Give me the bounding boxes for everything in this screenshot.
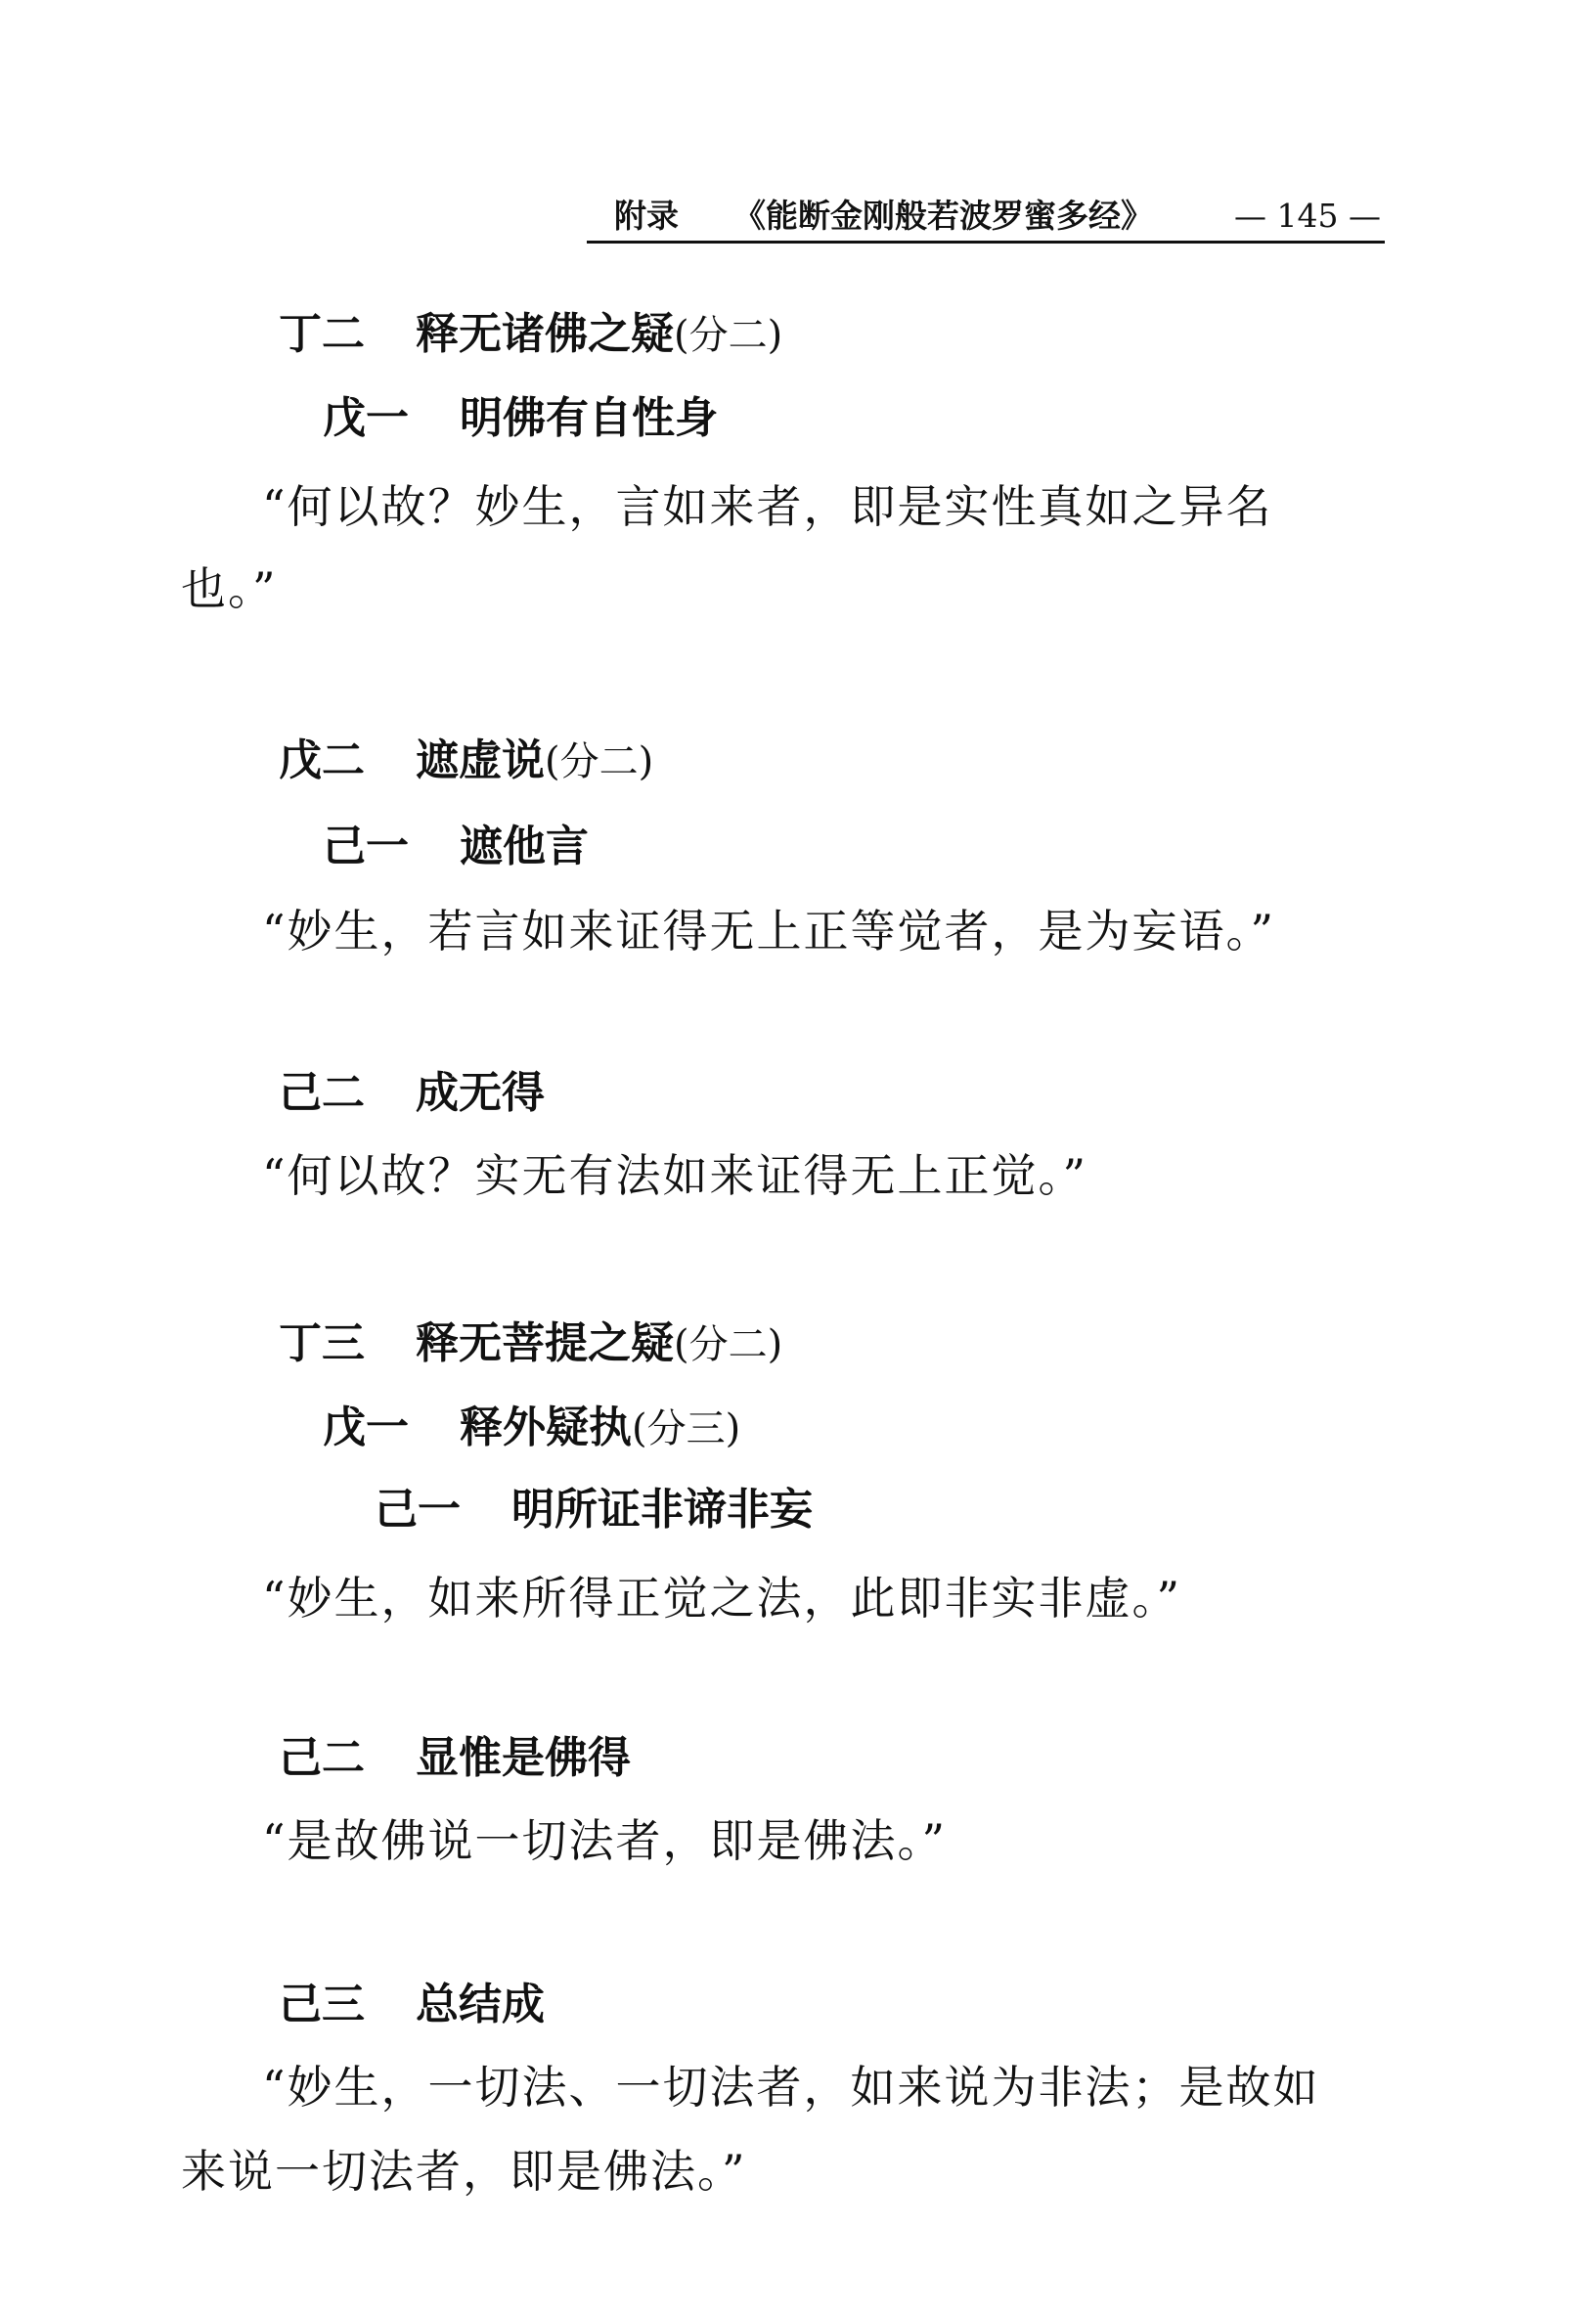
paragraph-line: “何以故？妙生，言如来者，即是实性真如之异名 [262, 480, 1273, 533]
heading-label: 己三 [279, 1980, 365, 2029]
heading-wu2 [279, 732, 653, 791]
page-number: — 145 — [1234, 197, 1381, 235]
heading-ji1-b [375, 1481, 813, 1539]
heading-ji2 [279, 1064, 545, 1123]
paragraph-line: “是故佛说一切法者，即是佛法。” [262, 1814, 948, 1867]
heading-sub: (分二) [674, 313, 783, 358]
heading-ji3 [279, 1976, 545, 2034]
heading-title: 明所证非谛非妄 [511, 1485, 813, 1535]
header-book-title: 《能断金刚般若波罗蜜多经》 [733, 197, 1153, 235]
heading-label: 丁二 [279, 309, 365, 359]
heading-ji1 [323, 818, 589, 876]
paragraph-line: 也。” [181, 562, 278, 615]
heading-title: 遮虚说 [416, 735, 545, 785]
heading-title: 释无菩提之疑 [416, 1318, 674, 1368]
heading-title: 遮他言 [460, 822, 589, 871]
heading-ding2 [279, 305, 782, 365]
heading-label: 己二 [279, 1068, 365, 1118]
heading-title: 释无诸佛之疑 [416, 309, 674, 359]
heading-wu1-b [323, 1399, 740, 1458]
header-section: 附录 [614, 197, 679, 235]
heading-label: 己一 [375, 1485, 461, 1535]
heading-label: 戊一 [323, 1403, 409, 1452]
heading-sub: (分二) [674, 1322, 783, 1367]
heading-title: 明佛有自性身 [460, 393, 718, 443]
paragraph-line: “妙生，如来所得正觉之法，此即非实非虚。” [262, 1572, 1182, 1625]
heading-label: 己二 [279, 1733, 365, 1783]
paragraph-line: “妙生，若言如来证得无上正等觉者，是为妄语。” [262, 905, 1276, 958]
heading-wu1 [323, 389, 718, 448]
heading-sub: (分二) [545, 739, 654, 784]
heading-ji2-b [279, 1729, 631, 1788]
running-header [587, 192, 1385, 244]
heading-title: 成无得 [416, 1068, 545, 1118]
paragraph-line: “何以故？实无有法如来证得无上正觉。” [262, 1149, 1088, 1202]
heading-label: 戊二 [279, 735, 365, 785]
heading-label: 戊一 [323, 393, 409, 443]
heading-title: 总结成 [416, 1980, 545, 2029]
heading-title: 释外疑执 [460, 1403, 632, 1452]
heading-sub: (分三) [632, 1406, 741, 1451]
paragraph-line: “妙生，一切法、一切法者，如来说为非法；是故如 [262, 2061, 1320, 2114]
heading-label: 丁三 [279, 1318, 365, 1368]
heading-label: 己一 [323, 822, 409, 871]
heading-title: 显惟是佛得 [416, 1733, 631, 1783]
heading-ding3 [279, 1314, 782, 1374]
paragraph-line: 来说一切法者，即是佛法。” [181, 2145, 747, 2198]
